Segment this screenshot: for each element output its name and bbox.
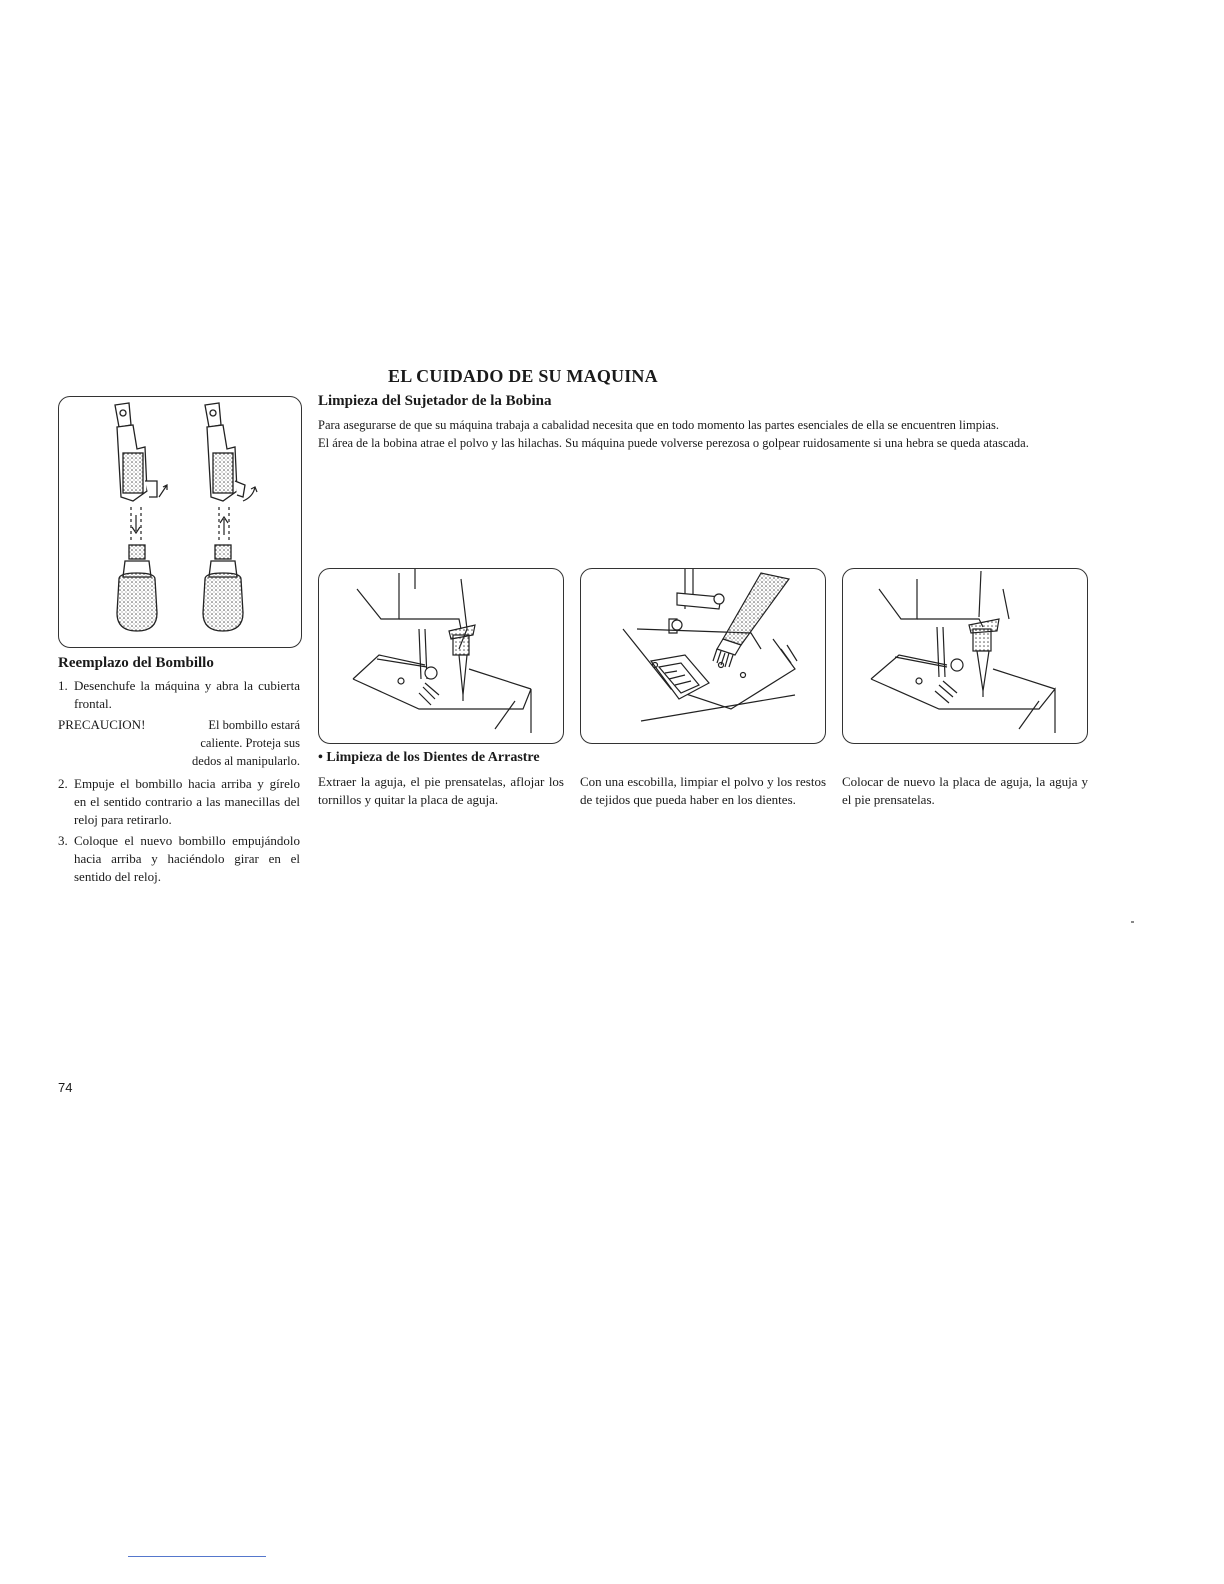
- step-1: [58, 677, 300, 713]
- step-3: [58, 832, 300, 886]
- scan-speck: [1131, 921, 1134, 923]
- page-title: EL CUIDADO DE SU MAQUINA: [388, 366, 658, 386]
- feed-dog-section-title: • Limpieza de los Dientes de Arrastre: [318, 750, 540, 765]
- bobbin-intro: [318, 416, 1090, 452]
- step-3-number: 3.: [58, 833, 68, 848]
- step-1-text: Desenchufe la máquina y abra la cubierta frontal.: [74, 678, 300, 711]
- caption-3: Colocar de nuevo la placa de aguja, la aguja y el pie prensatelas.: [842, 774, 1088, 807]
- socket-right: [205, 403, 245, 501]
- socket-left: [115, 403, 157, 501]
- screwdriver-1: [449, 625, 475, 701]
- bobbin-section-title: Limpieza del Sujetador de la Bobina: [318, 393, 552, 409]
- bobbin-paragraph-2: El área de la bobina atrae el polvo y las hilachas. Su máquina puede volverse perezosa o golpear ruidosamente si una hebra se queda atascada.: [318, 436, 1029, 450]
- bulb-section-title: Reemplazo del Bombillo: [58, 655, 214, 671]
- bulb-replacement-illustration: [58, 396, 302, 648]
- step-1-number: 1.: [58, 678, 68, 693]
- remove-needle-plate-illustration: [318, 568, 564, 744]
- step-2-number: 2.: [58, 776, 68, 791]
- fig2-drawing: [581, 569, 825, 743]
- screwdriver-3: [969, 619, 999, 697]
- bobbin-paragraph-1: Para asegurarse de que su máquina trabaja a cabalidad necesita que en todo momento las partes esenciales de ella se encuentren limpias.: [318, 418, 999, 432]
- brush-feed-dogs-illustration: [580, 568, 826, 744]
- step-3-text: Coloque el nuevo bombillo empujándolo hacia arriba y haciéndolo girar en el sentido del reloj.: [74, 833, 300, 884]
- footer-rule: [128, 1556, 266, 1557]
- caution-text: El bombillo estará caliente. Proteja sus dedos al manipularlo.: [192, 718, 300, 768]
- fig1-drawing: [319, 569, 563, 743]
- page-number: 74: [58, 1080, 73, 1095]
- brush: [713, 573, 789, 667]
- step-2-text: Empuje el bombillo hacia arriba y gírelo en el sentido contrario a las manecillas del reloj para retirarlo.: [74, 776, 300, 827]
- caption-1: Extraer la aguja, el pie prensatelas, aflojar los tornillos y quitar la placa de aguja.: [318, 774, 564, 807]
- caution-note: [58, 716, 300, 770]
- bulb-illustration-drawing: [59, 397, 301, 647]
- step-2: [58, 775, 300, 829]
- bulb-left: [117, 545, 157, 631]
- replace-needle-plate-illustration: [842, 568, 1088, 744]
- bulb-right: [203, 545, 243, 631]
- bulb-steps: [58, 677, 300, 889]
- caution-label: PRECAUCION!: [58, 717, 146, 732]
- fig3-drawing: [843, 569, 1087, 743]
- caption-2: Con una escobilla, limpiar el polvo y los restos de tejidos que pueda haber en los dientes.: [580, 774, 826, 807]
